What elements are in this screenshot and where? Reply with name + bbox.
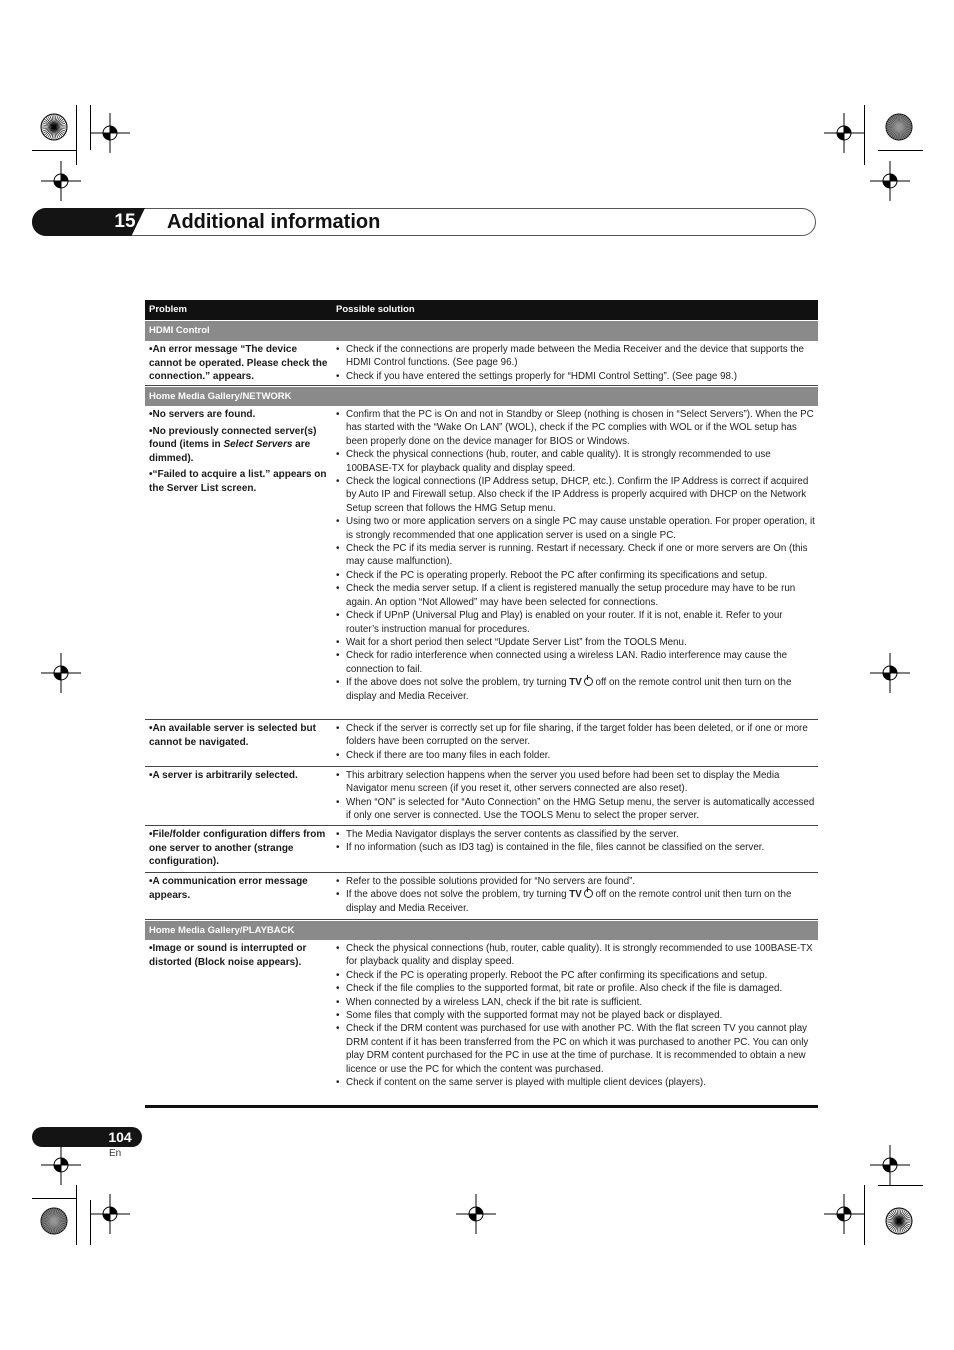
solution-item: • Using two or more application servers on a single PC may cause unstable operation. For proper operation, it is strongly recommended that one application server is used on a single PC. (336, 515, 818, 542)
language-code: En (109, 1148, 122, 1159)
problem-cell (145, 940, 336, 1105)
problem-text: •“Failed to acquire a list.” appears on the Server List screen. (149, 469, 327, 494)
solution-item: • Check if the server is correctly set up for file sharing, if the target folder has been deleted, or if one or more folders have been corrupted on the server. (336, 722, 818, 749)
chapter-title: Additional information (167, 211, 381, 233)
solution-item: • Check the PC if its media server is running. Restart if necessary. Check if one or more servers are On (this may cause malfunction). (336, 542, 818, 569)
solution-cell (336, 826, 818, 872)
solution-cell (336, 720, 818, 766)
table-bottom-rule (145, 1105, 818, 1108)
column-header-problem: Problem (149, 304, 188, 315)
problem-text: •Image or sound is interrupted or distorted (Block noise appears). (149, 943, 307, 968)
crop-line (878, 150, 923, 151)
table-header (145, 300, 818, 320)
problem-text: •No previously connected server(s) found (items in Select Servers are dimmed). (149, 425, 317, 464)
crop-line (864, 150, 865, 151)
solution-item: • Check if the PC is operating properly. Reboot the PC after confirming its specifications and setup. (336, 569, 818, 582)
crosshair-mark (456, 1194, 496, 1234)
solution-item: • Check the physical connections (hub, router, and cable quality). It is strongly recommended to use 100BASE-TX for playback quality and display speed. (336, 448, 818, 475)
crosshair-mark (41, 653, 81, 693)
problem-cell (145, 873, 336, 919)
crosshair-mark (824, 113, 864, 153)
solution-item: • This arbitrary selection happens when the server you used before had been set to display the Media Navigator menu screen (if you reset it, other servers connected are also reset). (336, 769, 818, 796)
starburst-mark (39, 112, 69, 142)
table-row (145, 940, 818, 1105)
solution-cell (336, 341, 818, 385)
crosshair-mark (41, 161, 81, 201)
solution-cell (336, 406, 818, 719)
chapter-number: 15 (114, 211, 136, 232)
starburst-mark (884, 1206, 914, 1236)
crosshair-mark (870, 653, 910, 693)
solution-item: • If no information (such as ID3 tag) is contained in the file, files cannot be classified on the server. (336, 841, 818, 854)
chapter-header-bar (32, 208, 816, 236)
crop-line (864, 105, 865, 165)
solution-item: • The Media Navigator displays the server contents as classified by the server. (336, 828, 818, 841)
starburst-mark (39, 1206, 69, 1236)
table-row (145, 720, 818, 767)
solution-item: • Wait for a short period then select “Update Server List” from the TOOLS Menu. (336, 636, 818, 649)
solution-item: • Some files that comply with the supported format may not be played back or displayed. (336, 1009, 818, 1022)
solution-item: • When connected by a wireless LAN, check if the bit rate is sufficient. (336, 996, 818, 1009)
crop-line (32, 1198, 77, 1199)
solution-item: • Check if you have entered the settings properly for “HDMI Control Setting”. (See page 98.) (336, 370, 818, 383)
problem-text: •File/folder configuration differs from one server to another (strange configuration). (149, 829, 326, 867)
problem-text: •An error message “The device cannot be operated. Please check the connection.” appears. (149, 344, 328, 382)
solution-cell (336, 767, 818, 825)
solution-item: • Check the logical connections (IP Address setup, DHCP, etc.). Confirm the IP Address is correct if acquired by Auto IP and Firewall setup. Also check if the IP Address is properly acquired with DHCP on the Network Setup screen that follows the HMG Setup menu. (336, 475, 818, 515)
crosshair-mark (824, 1194, 864, 1234)
crosshair-mark (90, 1194, 130, 1234)
solution-item: • Check if the file complies to the supported format, bit rate or profile. Also check if the file is damaged. (336, 982, 818, 995)
solution-item: • Check if UPnP (Universal Plug and Play) is enabled on your router. If it is not, enable it. Refer to your router’s instruction manual for procedures. (336, 609, 818, 636)
table-row (145, 767, 818, 826)
problem-text: •A communication error message appears. (149, 876, 308, 901)
problem-cell (145, 826, 336, 872)
section-heading: HDMI Control (145, 320, 818, 341)
solution-item: • Check the media server setup. If a client is registered manually the setup procedure may have to be run again. An option “Not Allowed” may have been selected for connections. (336, 582, 818, 609)
problem-cell (145, 720, 336, 766)
tv-button-label: TV (569, 677, 582, 689)
crosshair-mark (41, 1145, 81, 1185)
table-row (145, 406, 818, 720)
crop-line (864, 1185, 865, 1245)
crop-line (76, 105, 77, 165)
solution-item: • Refer to the possible solutions provided for “No servers are found”. (336, 875, 818, 888)
solution-item-tv: • If the above does not solve the problem, try turning TV off on the remote control unit then turn on the display and Media Receiver. (336, 888, 818, 915)
crop-line (76, 1185, 77, 1245)
tv-button-label: TV (569, 889, 582, 901)
crop-line (32, 150, 77, 151)
solution-item: • Check if content on the same server is played with multiple client devices (players). (336, 1076, 818, 1089)
table-row (145, 873, 818, 920)
solution-item-tv: • If the above does not solve the problem, try turning TV off on the remote control unit then turn on the display and Media Receiver. (336, 676, 818, 703)
solution-item: • When “ON” is selected for “Auto Connection” on the HMG Setup menu, the server is automatically accessed if only one server is connected. Use the TOOLS Menu to select the proper server. (336, 796, 818, 823)
crosshair-mark (870, 161, 910, 201)
solution-cell (336, 940, 818, 1105)
power-icon (584, 677, 593, 686)
solution-item: • Confirm that the PC is On and not in Standby or Sleep (nothing is chosen in “Select Servers”). When the PC has started with the “Wake On LAN” (WOL), check if the PC complies with WOL or if the WOL setup has been properly done on the device manager for BIOS or Windows. (336, 408, 818, 448)
solution-item: • Check for radio interference when connected using a wireless LAN. Radio interference may cause the connection to fail. (336, 649, 818, 676)
crosshair-mark (90, 113, 130, 153)
solution-item: • Check if the PC is operating properly. Reboot the PC after confirming its specifications and setup. (336, 969, 818, 982)
solution-cell (336, 873, 818, 919)
column-header-solution: Possible solution (336, 304, 415, 315)
problem-cell (145, 767, 336, 825)
problem-text: •No servers are found. (149, 409, 256, 420)
problem-text: •A server is arbitrarily selected. (149, 770, 298, 781)
solution-item: • Check if the DRM content was purchased for use with another PC. With the flat screen TV you cannot play DRM content if it has been transferred from the PC on which it was purchased to another PC. You can only play DRM content purchased for the PC in use at the time of purchase. It is recommended to obtain a new licence or use the PC for which the content was purchased. (336, 1022, 818, 1076)
page-number: 104 (108, 1129, 132, 1145)
problem-text: •An available server is selected but cannot be navigated. (149, 723, 316, 748)
section-heading: Home Media Gallery/PLAYBACK (145, 920, 818, 940)
section-heading: Home Media Gallery/NETWORK (145, 386, 818, 406)
table-row (145, 341, 818, 386)
problem-cell (145, 406, 336, 719)
power-icon (584, 889, 593, 898)
crosshair-mark (870, 1145, 910, 1185)
starburst-mark (884, 112, 914, 142)
troubleshooting-table (145, 300, 818, 1108)
solution-item: • Check if there are too many files in each folder. (336, 749, 818, 762)
solution-item: • Check if the connections are properly made between the Media Receiver and the device that supports the HDMI Control functions. (See page 96.) (336, 343, 818, 370)
table-row (145, 826, 818, 873)
problem-cell (145, 341, 336, 385)
solution-item: • Check the physical connections (hub, router, cable quality). It is strongly recommended to use 100BASE-TX for playback quality and display speed. (336, 942, 818, 969)
crop-line (878, 1185, 923, 1186)
